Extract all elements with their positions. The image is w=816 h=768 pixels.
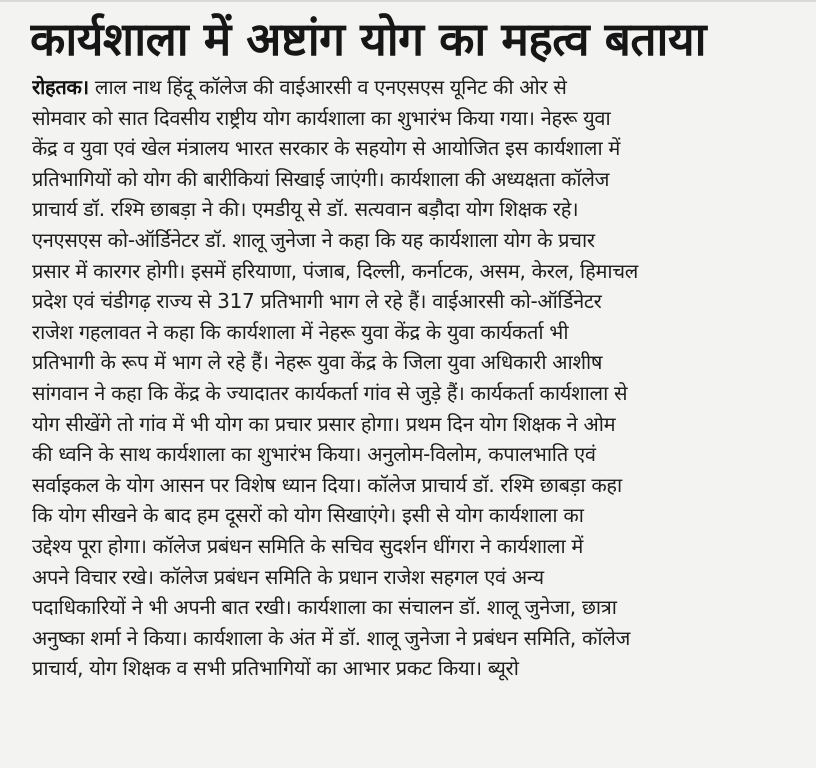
body-line: कि योग सीखने के बाद हम दूसरों को योग सिखाएंगे। इसी से योग कार्यशाला का	[32, 503, 584, 528]
body-line: प्रदेश एवं चंडीगढ़ राज्य से 317 प्रतिभागी भाग ले रहे हैं। वाईआरसी को-ऑर्डिनेटर	[32, 289, 602, 314]
body-line: अपने विचार रखे। कॉलेज प्रबंधन समिति के प्रधान राजेश सहगल एवं अन्य	[32, 564, 544, 589]
body-line: पदाधिकारियों ने भी अपनी बात रखी। कार्यशाला का संचालन डॉ. शालू जुनेजा, छात्रा	[32, 595, 617, 620]
article-body	[32, 72, 802, 748]
body-line: सोमवार को सात दिवसीय राष्ट्रीय योग कार्यशाला का शुभारंभ किया गया। नेहरू युवा	[32, 105, 611, 130]
body-line: प्रतिभागियों को योग की बारीकियां सिखाई जाएंगी। कार्यशाला की अध्यक्षता कॉलेज	[32, 166, 610, 191]
body-line: अनुष्का शर्मा ने किया। कार्यशाला के अंत में डॉ. शालू जुनेजा ने प्रबंधन समिति, कॉलेज	[32, 625, 631, 650]
body-line: की ध्वनि के साथ कार्यशाला का शुभारंभ किया। अनुलोम-विलोम, कपालभाति एवं	[32, 442, 596, 467]
body-line: प्रसार में कारगर होगी। इसमें हरियाणा, पंजाब, दिल्ली, कर्नाटक, असम, केरल, हिमाचल	[32, 258, 638, 283]
body-line: राजेश गहलावत ने कहा कि कार्यशाला में नेहरू युवा केंद्र के युवा कार्यकर्ता भी	[32, 319, 569, 344]
headline: कार्यशाला में अष्टांग योग का महत्व बताया	[30, 12, 707, 66]
body-line-text: लाल नाथ हिंदू कॉलेज की वाईआरसी व एनएसएस यूनिट की ओर से	[88, 75, 567, 99]
body-line: सांगवान ने कहा कि केंद्र के ज्यादातर कार्यकर्ता गांव से जुड़े हैं। कार्यकर्ता कार्यशाला से	[32, 380, 628, 405]
body-line: उद्देश्य पूरा होगा। कॉलेज प्रबंधन समिति के सचिव सुदर्शन धींगरा ने कार्यशाला में	[32, 533, 584, 558]
body-line: सर्वाइकल के योग आसन पर विशेष ध्यान दिया। कॉलेज प्राचार्य डॉ. रश्मि छाबड़ा कहा	[32, 472, 622, 497]
body-line: प्राचार्य, योग शिक्षक व सभी प्रतिभागियों का आभार प्रकट किया। ब्यूरो	[32, 656, 519, 681]
body-line: प्राचार्य डॉ. रश्मि छाबड़ा ने की। एमडीयू से डॉ. सत्यवान बड़ौदा योग शिक्षक रहे।	[32, 197, 579, 222]
body-line: केंद्र व युवा एवं खेल मंत्रालय भारत सरकार के सहयोग से आयोजित इस कार्यशाला में	[32, 136, 621, 161]
top-divider	[0, 0, 816, 2]
body-line: एनएसएस को-ऑर्डिनेटर डॉ. शालू जुनेजा ने कहा कि यह कार्यशाला योग के प्रचार	[32, 227, 595, 252]
body-line: योग सीखेंगे तो गांव में भी योग का प्रचार प्रसार होगा। प्रथम दिन योग शिक्षक ने ओम	[32, 411, 616, 436]
body-line	[32, 72, 802, 103]
dateline: रोहतक।	[32, 75, 89, 99]
body-line: प्रतिभागी के रूप में भाग ले रहे हैं। नेहरू युवा केंद्र के जिला युवा अधिकारी आशीष	[32, 350, 603, 375]
